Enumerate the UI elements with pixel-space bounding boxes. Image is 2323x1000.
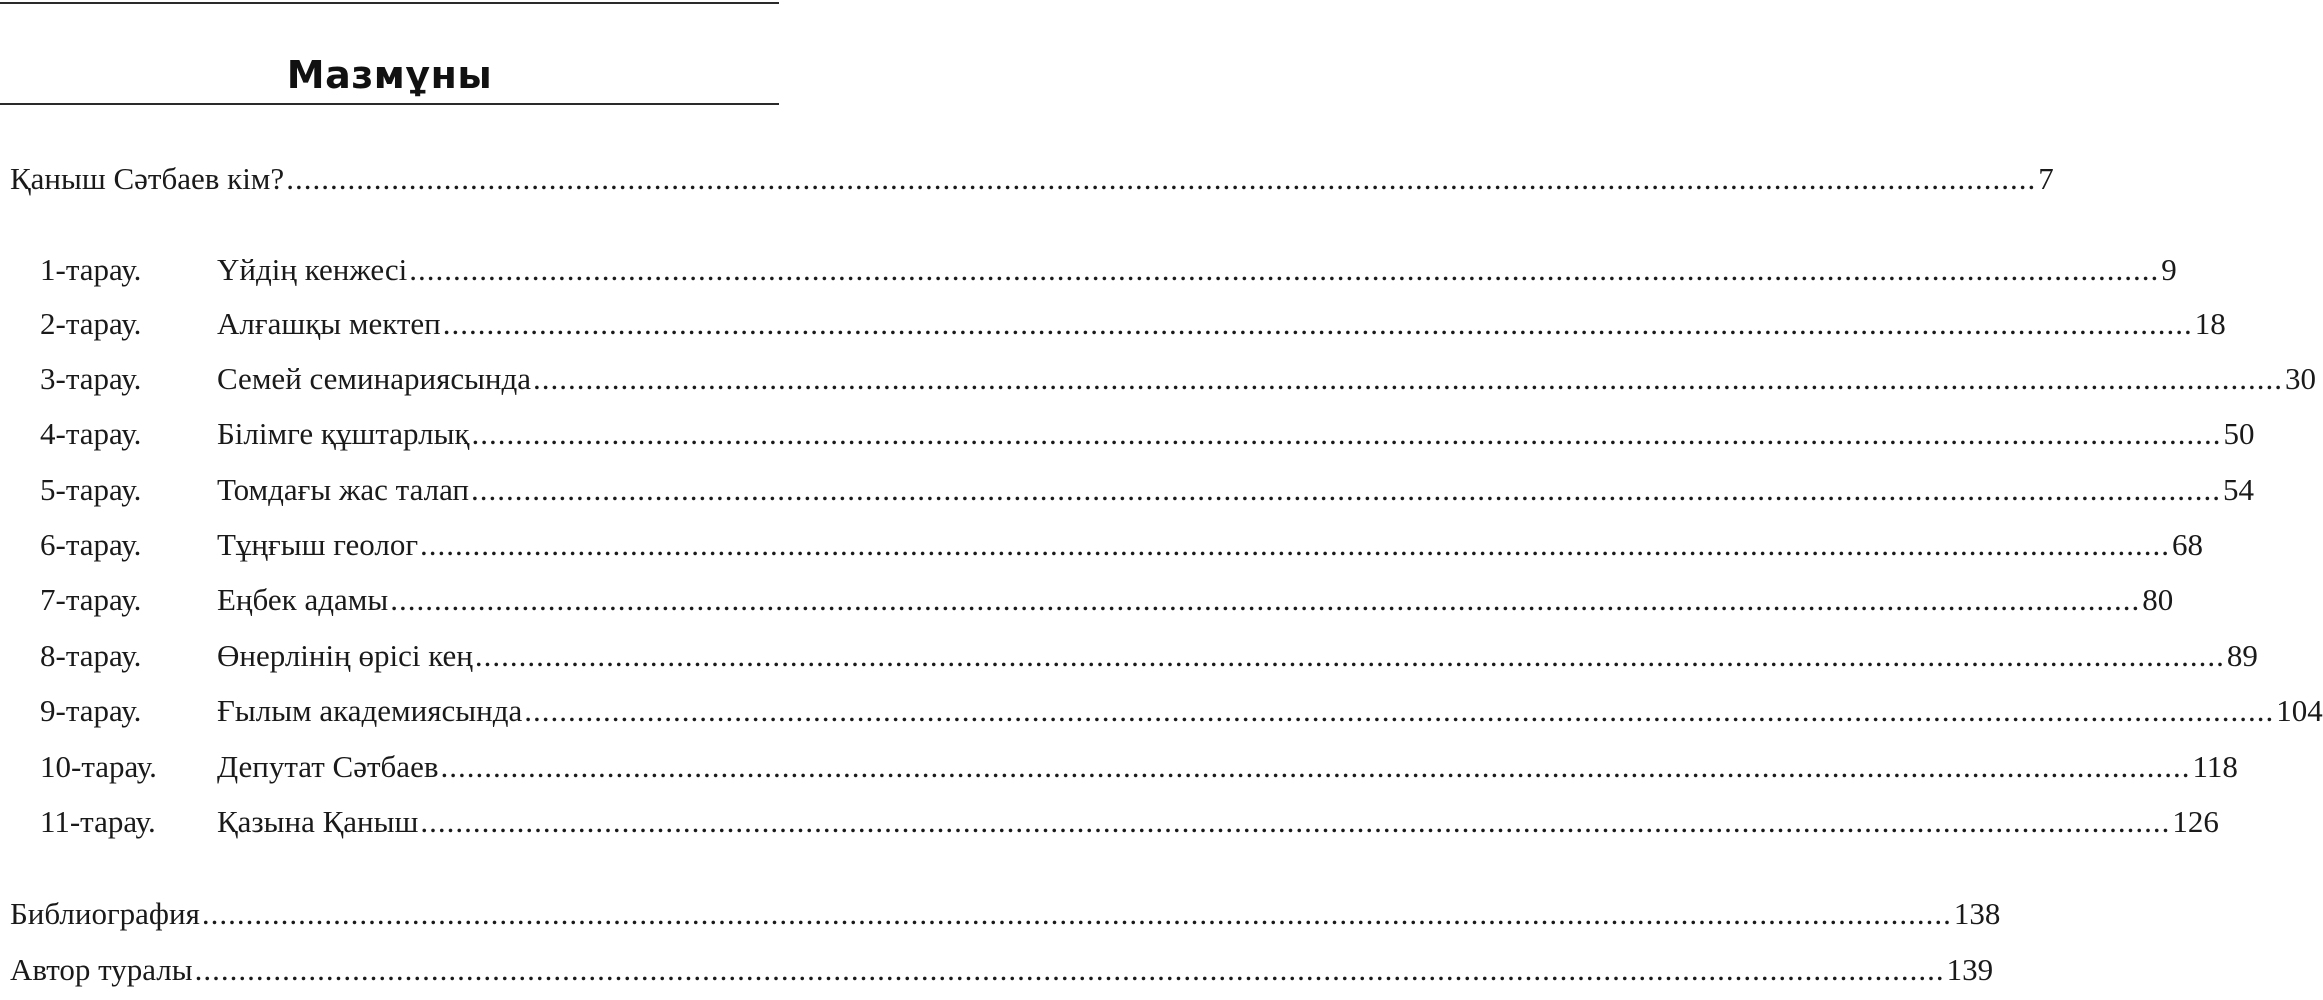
toc-entry-page: 138: [1953, 896, 2001, 931]
chapter-page: 89: [2226, 638, 2258, 673]
chapter-number: 8-тарау.: [40, 638, 142, 673]
top-rule: [0, 2, 779, 4]
toc-entry-intro[interactable]: [10, 161, 2054, 196]
dot-leader: ........................................................................................................................................................................................................: [474, 638, 2225, 673]
chapter-title: Үйдің кенжесі: [217, 252, 408, 287]
toc-chapter-11[interactable]: [40, 804, 2219, 839]
dot-leader: ........................................................................................................................................................................................................: [471, 472, 2222, 507]
toc-chapter-1[interactable]: [40, 252, 2177, 287]
title-divider: [0, 103, 779, 105]
chapter-number: 6-тарау.: [40, 527, 142, 562]
toc-chapter-7[interactable]: [40, 582, 2174, 617]
toc-entry-label: Автор туралы: [10, 952, 193, 987]
chapter-number: 9-тарау.: [40, 693, 142, 728]
toc-entry-bibliography[interactable]: [10, 896, 2001, 931]
chapter-title: Томдағы жас талап: [217, 472, 470, 507]
chapter-page: 54: [2223, 472, 2255, 507]
toc-chapter-4[interactable]: [40, 416, 2255, 451]
toc-chapter-3[interactable]: [40, 361, 2317, 396]
dot-leader: ........................................................................................................................................................................................................: [440, 749, 2191, 784]
dot-leader: ........................................................................................................................................................................................................: [390, 582, 2141, 617]
chapter-page: 126: [2172, 804, 2219, 839]
chapter-title: Алғашқы мектеп: [217, 306, 441, 341]
toc-entry-label: Библиография: [10, 896, 200, 931]
chapter-page: 104: [2276, 693, 2323, 728]
chapter-number: 2-тарау.: [40, 306, 142, 341]
chapter-page: 118: [2192, 749, 2238, 784]
dot-leader: ........................................................................................................................................................................................................: [442, 306, 2193, 341]
chapter-page: 9: [2161, 252, 2177, 287]
toc-chapter-10[interactable]: [40, 749, 2238, 784]
toc-chapter-9[interactable]: [40, 693, 2323, 728]
chapter-number: 10-тарау.: [40, 749, 157, 784]
chapter-title: Тұңғыш геолог: [217, 527, 419, 562]
dot-leader: ........................................................................................................................................................................................................: [409, 252, 2160, 287]
chapter-page: 18: [2194, 306, 2226, 341]
toc-entry-page: 7: [2038, 161, 2054, 196]
chapter-title: Депутат Сәтбаев: [217, 749, 439, 784]
dot-leader: ........................................................................................................................................................................................................: [471, 416, 2222, 451]
dot-leader: ........................................................................................................................................................................................................: [420, 804, 2171, 839]
chapter-number: 5-тарау.: [40, 472, 142, 507]
chapter-number: 4-тарау.: [40, 416, 142, 451]
toc-chapter-2[interactable]: [40, 306, 2226, 341]
chapter-number: 7-тарау.: [40, 582, 142, 617]
chapter-number: 11-тарау.: [40, 804, 156, 839]
page-title: Мазмұны: [286, 53, 493, 98]
chapter-page: 30: [2285, 361, 2317, 396]
chapter-title: Семей семинариясында: [217, 361, 532, 396]
chapter-page: 68: [2172, 527, 2204, 562]
dot-leader: ........................................................................................................................................................................................................: [533, 361, 2284, 396]
chapter-title: Еңбек адамы: [217, 582, 389, 617]
dot-leader: ........................................................................................................................................................................................................: [286, 161, 2037, 196]
chapter-title: Ғылым академиясында: [217, 693, 523, 728]
dot-leader: ........................................................................................................................................................................................................: [201, 896, 1952, 931]
chapter-page: 80: [2142, 582, 2174, 617]
chapter-title: Қазына Қаныш: [217, 804, 419, 839]
toc-entry-about-author[interactable]: [10, 952, 1994, 987]
dot-leader: ........................................................................................................................................................................................................: [420, 527, 2171, 562]
chapter-title: Білімге құштарлық: [217, 416, 470, 451]
toc-entry-page: 139: [1946, 952, 1994, 987]
chapter-number: 1-тарау.: [40, 252, 142, 287]
dot-leader: ........................................................................................................................................................................................................: [194, 952, 1945, 987]
dot-leader: ........................................................................................................................................................................................................: [524, 693, 2275, 728]
toc-chapter-5[interactable]: [40, 472, 2255, 507]
chapter-title: Өнерлінің өрісі кең: [217, 638, 473, 673]
toc-chapter-8[interactable]: [40, 638, 2258, 673]
chapter-number: 3-тарау.: [40, 361, 142, 396]
toc-chapter-6[interactable]: [40, 527, 2204, 562]
chapter-page: 50: [2223, 416, 2255, 451]
toc-entry-label: Қаныш Сәтбаев кім?: [10, 161, 285, 196]
